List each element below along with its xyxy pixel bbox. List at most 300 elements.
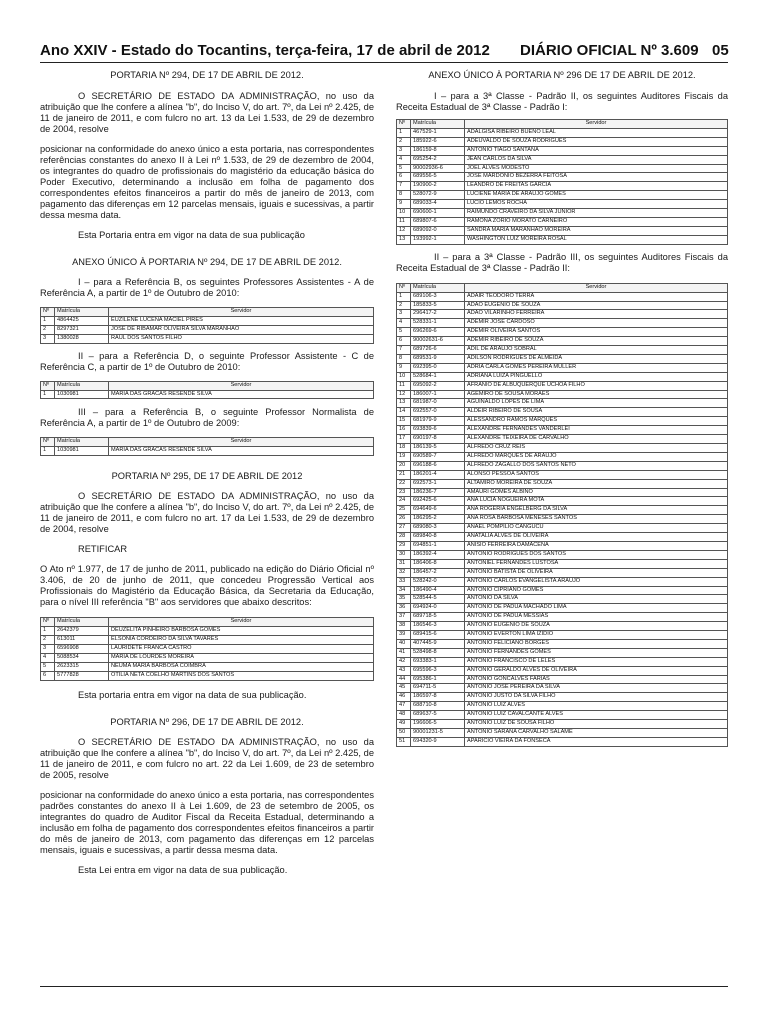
- table-row: [397, 702, 728, 711]
- header-journal: DIÁRIO OFICIAL Nº 3.609: [520, 42, 699, 59]
- row-matricula: 690197-8: [411, 435, 465, 444]
- table-row: [397, 363, 728, 372]
- row-number: 47: [397, 702, 411, 711]
- table-row: [397, 648, 728, 657]
- left-column: [40, 66, 374, 876]
- table-row: [397, 372, 728, 381]
- row-number: 9: [397, 363, 411, 372]
- row-servidor: ANTONIO DE PADUA MESSIAS: [465, 613, 728, 622]
- row-servidor: ANA ROGERIA ENGELBERG DA SILVA: [465, 506, 728, 515]
- table-row: [41, 644, 374, 653]
- row-matricula: 695092-2: [411, 381, 465, 390]
- table-row: [397, 675, 728, 684]
- row-number: 40: [397, 639, 411, 648]
- row-matricula: 467529-1: [411, 128, 465, 137]
- table-row: [397, 524, 728, 533]
- row-number: 10: [397, 372, 411, 381]
- row-servidor: ALESSANDRO RAMOS MARQUES: [465, 417, 728, 426]
- row-servidor: ANTONIEL FERNANDES LUSTOSA: [465, 559, 728, 568]
- row-matricula: 186546-3: [411, 622, 465, 631]
- row-matricula: 695386-1: [411, 675, 465, 684]
- row-servidor: ANATALIA ALVES DE OLIVEIRA: [465, 533, 728, 542]
- row-number: 2: [41, 636, 55, 645]
- column-header-num: Nº: [41, 308, 55, 317]
- column-header-srv: Servidor: [109, 381, 374, 390]
- row-matricula: 1030981: [55, 447, 109, 456]
- row-matricula: 407445-9: [411, 639, 465, 648]
- table-row: [41, 390, 374, 399]
- row-servidor: AGEMIRO DE SOUSA MORAES: [465, 390, 728, 399]
- row-matricula: 690589-7: [411, 452, 465, 461]
- row-number: 3: [397, 310, 411, 319]
- row-number: 14: [397, 408, 411, 417]
- column-header-srv: Servidor: [109, 618, 374, 627]
- row-number: 23: [397, 488, 411, 497]
- table-row: [41, 627, 374, 636]
- row-number: 32: [397, 568, 411, 577]
- row-number: 2: [41, 325, 55, 334]
- row-number: 20: [397, 461, 411, 470]
- row-matricula: 695596-3: [411, 666, 465, 675]
- table-row: [397, 435, 728, 444]
- table-row: [397, 390, 728, 399]
- row-matricula: 8297321: [55, 325, 109, 334]
- row-matricula: 193992-1: [411, 235, 465, 244]
- table-row: [397, 310, 728, 319]
- row-matricula: 186597-8: [411, 693, 465, 702]
- row-matricula: 688710-8: [411, 702, 465, 711]
- row-servidor: ALEXANDRE TEIXEIRA DE CARVALHO: [465, 435, 728, 444]
- table-row: [397, 381, 728, 390]
- table-row: [397, 684, 728, 693]
- header-rule: [40, 62, 728, 63]
- row-servidor: ADAO EUGENIO DE SOUZA: [465, 301, 728, 310]
- header-edition: Ano XXIV - Estado do Tocantins, terça-feira, 17 de abril de 2012: [40, 42, 490, 59]
- table-row: [397, 470, 728, 479]
- row-matricula: 528544-5: [411, 595, 465, 604]
- row-matricula: 186457-2: [411, 568, 465, 577]
- row-number: 21: [397, 470, 411, 479]
- row-servidor: AGUINALDO LOPES DE LIMA: [465, 399, 728, 408]
- table-anexo-294-iii: [40, 437, 374, 456]
- row-servidor: ANTONIO LUIZ CAVALCANTE ALVES: [465, 711, 728, 720]
- table-row: [397, 128, 728, 137]
- table-row: [397, 711, 728, 720]
- row-number: 19: [397, 452, 411, 461]
- row-servidor: ADEMIR RIBEIRO DE SOUZA: [465, 337, 728, 346]
- table-row: [41, 653, 374, 662]
- row-number: 50: [397, 729, 411, 738]
- table-anexo-296-i: [396, 119, 728, 245]
- table-row: [397, 452, 728, 461]
- row-servidor: ANTONIO RODRIGUES DOS SANTOS: [465, 550, 728, 559]
- column-header-num: Nº: [41, 438, 55, 447]
- row-servidor: ANISIO FERREIRA DAMACENA: [465, 541, 728, 550]
- row-servidor: ANTONIO BATISTA DE OLIVEIRA: [465, 568, 728, 577]
- row-matricula: 186392-4: [411, 550, 465, 559]
- row-matricula: 186159-8: [411, 146, 465, 155]
- row-number: 11: [397, 381, 411, 390]
- row-servidor: NEUMA MARIA BARBOSA COIMBRA: [109, 662, 374, 671]
- table-row: [397, 408, 728, 417]
- row-matricula: 528242-0: [411, 577, 465, 586]
- portaria-294-vigor: Esta Portaria entra em vigor na data de sua publicação: [78, 230, 305, 240]
- row-servidor: ANA ROSA BARBOSA MENESES SANTOS: [465, 515, 728, 524]
- row-number: 22: [397, 479, 411, 488]
- anexo-294-item-ii: II – para a Referência D, o seguinte Professor Assistente - C de Referência C, a partir de 1º de Outubro de 2010:: [40, 350, 374, 372]
- table-row: [397, 155, 728, 164]
- row-matricula: 690600-1: [411, 209, 465, 218]
- table-row: [397, 595, 728, 604]
- row-number: 6: [397, 337, 411, 346]
- row-matricula: 681987-0: [411, 399, 465, 408]
- row-servidor: ALEXANDRE FERNANDES VANDERLEI: [465, 426, 728, 435]
- table-row: [397, 666, 728, 675]
- row-number: 4: [397, 319, 411, 328]
- row-servidor: ANTONIO CARLOS EVANGELISTA ARAUJO: [465, 577, 728, 586]
- row-number: 45: [397, 684, 411, 693]
- row-number: 37: [397, 613, 411, 622]
- row-servidor: ADRIA CARLA GOMES PEREIRA MULLER: [465, 363, 728, 372]
- row-servidor: ADEMIR JOSE CARDOSO: [465, 319, 728, 328]
- row-matricula: 693383-1: [411, 657, 465, 666]
- table-row: [397, 639, 728, 648]
- row-servidor: ALFREDO MARQUES DE ARAUJO: [465, 452, 728, 461]
- table-row: [397, 146, 728, 155]
- row-number: 13: [397, 235, 411, 244]
- table-row: [397, 577, 728, 586]
- row-number: 8: [397, 191, 411, 200]
- row-matricula: 692395-0: [411, 363, 465, 372]
- row-servidor: MARIA DAS GRACAS RESENDE SILVA: [109, 390, 374, 399]
- row-servidor: ADIL DE ARAUJO SOBRAL: [465, 346, 728, 355]
- column-header-srv: Servidor: [109, 308, 374, 317]
- row-number: 16: [397, 426, 411, 435]
- portaria-295-intro: O SECRETÁRIO DE ESTADO DA ADMINISTRAÇÃO, no uso da atribuição que lhe confere a alínea "b", do Inciso V, do art. 7º, da Lei nº 2.425, de 11 de janeiro de 2011, e com fulcro no art. 17 da Lei 1.533, de 29 de dezembro de 2004, resolve: [40, 491, 374, 535]
- table-anexo-296-ii: [396, 283, 728, 747]
- row-servidor: APARICIO VIEIRA DA FONSECA: [465, 737, 728, 746]
- row-servidor: JOEL ALVES MODESTO: [465, 164, 728, 173]
- row-matricula: 694320-9: [411, 737, 465, 746]
- table-header-row: [41, 438, 374, 447]
- row-servidor: JOSE MARDONIO BEZERRA FEITOSA: [465, 173, 728, 182]
- row-servidor: RAUL DOS SANTOS FILHO: [109, 334, 374, 343]
- table-row: [397, 693, 728, 702]
- table-row: [397, 604, 728, 613]
- row-number: 12: [397, 226, 411, 235]
- table-row: [397, 444, 728, 453]
- row-matricula: 694851-1: [411, 541, 465, 550]
- row-number: 30: [397, 550, 411, 559]
- table-row: [397, 622, 728, 631]
- table-anexo-294-i: [40, 307, 374, 344]
- row-servidor: ADALGISA RIBEIRO BUENO LEAL: [465, 128, 728, 137]
- row-matricula: 186295-2: [411, 515, 465, 524]
- table-row: [41, 636, 374, 645]
- table-row: [397, 209, 728, 218]
- row-number: 44: [397, 675, 411, 684]
- row-matricula: 1380028: [55, 334, 109, 343]
- table-row: [397, 657, 728, 666]
- row-servidor: ANTONIO TIAGO SANTANA: [465, 146, 728, 155]
- row-servidor: ADEUVALDO DE SOUZA RODRIGUES: [465, 137, 728, 146]
- row-number: 49: [397, 720, 411, 729]
- row-servidor: AFRANIO DE ALBUQUERQUE UCHOA FILHO: [465, 381, 728, 390]
- table-row: [397, 328, 728, 337]
- row-matricula: 689637-5: [411, 711, 465, 720]
- table-row: [397, 515, 728, 524]
- row-number: 8: [397, 354, 411, 363]
- row-servidor: ANTONIO FELICIANO BORGES: [465, 639, 728, 648]
- table-row: [397, 533, 728, 542]
- column-header-srv: Servidor: [465, 283, 728, 292]
- row-servidor: ANTONIO GONCALVES FARIAS: [465, 675, 728, 684]
- row-servidor: LUCIENE MARIA DE ARAUJO GOMES: [465, 191, 728, 200]
- row-servidor: LEANDRO DE FREITAS GARCIA: [465, 182, 728, 191]
- row-servidor: ANTONIO JOSE PEREIRA DA SILVA: [465, 684, 728, 693]
- row-matricula: 681979-9: [411, 417, 465, 426]
- row-servidor: ANA LUCIA NOGUEIRA MOTA: [465, 497, 728, 506]
- table-row: [397, 479, 728, 488]
- row-matricula: 692573-1: [411, 479, 465, 488]
- row-number: 36: [397, 604, 411, 613]
- table-row: [397, 488, 728, 497]
- row-servidor: ANAEL POMPILIO CANGUCU: [465, 524, 728, 533]
- table-header-row: [41, 308, 374, 317]
- row-matricula: 692425-6: [411, 497, 465, 506]
- row-number: 41: [397, 648, 411, 657]
- row-matricula: 528684-1: [411, 372, 465, 381]
- row-matricula: 196606-5: [411, 720, 465, 729]
- table-row: [41, 447, 374, 456]
- row-servidor: ALTAMIRO MOREIRA DE SOUZA: [465, 479, 728, 488]
- row-matricula: 689415-6: [411, 631, 465, 640]
- row-servidor: RAIMUNDO CRAVEIRO DA SILVA JUNIOR: [465, 209, 728, 218]
- row-matricula: 90002631-6: [411, 337, 465, 346]
- row-matricula: 90001231-5: [411, 729, 465, 738]
- row-servidor: ALDEIR RIBEIRO DE SOUSA: [465, 408, 728, 417]
- column-header-srv: Servidor: [465, 120, 728, 129]
- footer-rule: [40, 986, 728, 987]
- row-matricula: 186236-7: [411, 488, 465, 497]
- row-number: 35: [397, 595, 411, 604]
- row-matricula: 186201-4: [411, 470, 465, 479]
- table-row: [397, 164, 728, 173]
- column-header-num: Nº: [397, 120, 411, 129]
- portaria-296-title: PORTARIA Nº 296, DE 17 DE ABRIL DE 2012.: [110, 716, 304, 727]
- row-number: 18: [397, 444, 411, 453]
- table-row: [41, 325, 374, 334]
- row-number: 33: [397, 577, 411, 586]
- column-header-srv: Servidor: [109, 438, 374, 447]
- row-servidor: ELSONIA CORDEIRO DA SILVA TAVARES: [109, 636, 374, 645]
- row-servidor: ALFREDO ZAGALLO DOS SANTOS NETO: [465, 461, 728, 470]
- column-header-mat: Matrícula: [411, 283, 465, 292]
- row-number: 48: [397, 711, 411, 720]
- table-row: [397, 399, 728, 408]
- portaria-295-vigor: Esta portaria entra em vigor na data de sua publicação.: [78, 689, 307, 700]
- right-column: [396, 66, 728, 747]
- row-number: 11: [397, 217, 411, 226]
- row-matricula: 528072-9: [411, 191, 465, 200]
- table-row: [41, 334, 374, 343]
- table-row: [397, 226, 728, 235]
- table-row: [397, 541, 728, 550]
- row-number: 34: [397, 586, 411, 595]
- table-row: [397, 720, 728, 729]
- table-row: [41, 671, 374, 680]
- row-number: 4: [41, 653, 55, 662]
- portaria-296-intro: O SECRETÁRIO DE ESTADO DA ADMINISTRAÇÃO, no uso da atribuição que lhe confere a alínea "b", do Inciso V, do art. 7º, da Lei nº 2.425, de 11 de janeiro de 2011, e com fulcro no art. 22 da Lei 1.609, de 23 de setembro de 2005, resolve: [40, 736, 374, 780]
- row-servidor: JEAN CARLOS DA SILVA: [465, 155, 728, 164]
- table-row: [397, 613, 728, 622]
- row-number: 43: [397, 666, 411, 675]
- table-row: [397, 426, 728, 435]
- row-matricula: 5777828: [55, 671, 109, 680]
- row-matricula: 613011: [55, 636, 109, 645]
- row-matricula: 186007-1: [411, 390, 465, 399]
- row-number: 7: [397, 346, 411, 355]
- table-row: [397, 292, 728, 301]
- table-row: [41, 316, 374, 325]
- row-matricula: 693839-6: [411, 426, 465, 435]
- row-servidor: ANTONIO SARANA CARVALHO SALAME: [465, 729, 728, 738]
- row-matricula: 689718-5: [411, 613, 465, 622]
- column-header-num: Nº: [397, 283, 411, 292]
- table-row: [397, 337, 728, 346]
- table-row: [397, 550, 728, 559]
- row-number: 51: [397, 737, 411, 746]
- row-number: 38: [397, 622, 411, 631]
- row-servidor: AMAURI GOMES ALBINO: [465, 488, 728, 497]
- page-number: 05: [712, 42, 729, 59]
- row-servidor: ANTONIO CIPRIANO GOMES: [465, 586, 728, 595]
- row-number: 10: [397, 209, 411, 218]
- table-row: [397, 461, 728, 470]
- row-number: 3: [41, 334, 55, 343]
- table-row: [397, 173, 728, 182]
- row-matricula: 689080-3: [411, 524, 465, 533]
- table-row: [397, 354, 728, 363]
- row-number: 27: [397, 524, 411, 533]
- row-matricula: 6596908: [55, 644, 109, 653]
- row-number: 3: [41, 644, 55, 653]
- table-row: [397, 586, 728, 595]
- portaria-295-title: PORTARIA Nº 295, DE 17 DE ABRIL DE 2012: [111, 471, 303, 482]
- row-matricula: 296417-2: [411, 310, 465, 319]
- row-matricula: 694649-6: [411, 506, 465, 515]
- row-number: 1: [397, 292, 411, 301]
- table-row: [397, 559, 728, 568]
- row-servidor: LAURIDETE FRANCA CASTRO: [109, 644, 374, 653]
- row-number: 1: [41, 316, 55, 325]
- row-matricula: 696269-6: [411, 328, 465, 337]
- row-matricula: 90002936-6: [411, 164, 465, 173]
- row-matricula: 2642379: [55, 627, 109, 636]
- row-servidor: ANTONIO FRANCISCO DE LELES: [465, 657, 728, 666]
- row-number: 26: [397, 515, 411, 524]
- row-servidor: ANTONIO DA SILVA: [465, 595, 728, 604]
- row-matricula: 689033-4: [411, 200, 465, 209]
- table-row: [397, 729, 728, 738]
- row-number: 5: [397, 164, 411, 173]
- row-number: 31: [397, 559, 411, 568]
- row-matricula: 689531-9: [411, 354, 465, 363]
- row-number: 5: [397, 328, 411, 337]
- table-row: [397, 191, 728, 200]
- row-servidor: MARIA DE LOURDES MOREIRA: [109, 653, 374, 662]
- table-header-row: [397, 120, 728, 129]
- row-matricula: 694924-0: [411, 604, 465, 613]
- table-row: [397, 301, 728, 310]
- row-matricula: 185833-5: [411, 301, 465, 310]
- table-row: [397, 235, 728, 244]
- table-row: [397, 346, 728, 355]
- row-number: 46: [397, 693, 411, 702]
- row-servidor: ADILSON RODRIGUES DE ALMEIDA: [465, 354, 728, 363]
- row-matricula: 5088534: [55, 653, 109, 662]
- table-header-row: [41, 381, 374, 390]
- row-number: 1: [397, 128, 411, 137]
- column-header-mat: Matrícula: [411, 120, 465, 129]
- column-header-mat: Matrícula: [55, 381, 109, 390]
- anexo-296-item-ii: II – para a 3ª Classe - Padrão III, os seguintes Auditores Fiscais da Receita Estadual de 3ª Classe - Padrão II:: [396, 251, 728, 273]
- anexo-294-item-i: I – para a Referência B, os seguintes Professores Assistentes - A de Referência A, a partir de 1º de Outubro de 2010:: [40, 277, 374, 298]
- portaria-295-body: O Ato nº 1.977, de 17 de junho de 2011, publicado na edição do Diário Oficial nº 3.406, de 20 de junho de 2011, que concedeu Progressão Vertical aos Profissionais do Magistério da Educação Básica, da Secretaria da Educação, para o nível III referência "B" aos servidores que abaixo descritos:: [40, 564, 374, 608]
- row-matricula: 692557-0: [411, 408, 465, 417]
- portaria-295-retificar: RETIFICAR: [78, 544, 128, 555]
- row-matricula: 186406-8: [411, 559, 465, 568]
- row-servidor: OTILIA NETA COELHO MARTINS DOS SANTOS: [109, 671, 374, 680]
- table-header-row: [41, 618, 374, 627]
- column-header-num: Nº: [41, 618, 55, 627]
- row-matricula: 190900-2: [411, 182, 465, 191]
- row-number: 12: [397, 390, 411, 399]
- row-number: 1: [41, 390, 55, 399]
- table-header-row: [397, 283, 728, 292]
- table-row: [397, 497, 728, 506]
- table-row: [397, 506, 728, 515]
- table-row: [397, 737, 728, 746]
- row-matricula: 4864425: [55, 316, 109, 325]
- row-servidor: WASHINGTON LUIZ MOREIRA ROSAL: [465, 235, 728, 244]
- row-servidor: MARIA DAS GRACAS RESENDE SILVA: [109, 447, 374, 456]
- row-matricula: 689092-0: [411, 226, 465, 235]
- row-servidor: ANTONIO EUGENIO DE SOUZA: [465, 622, 728, 631]
- table-portaria-295: [40, 617, 374, 680]
- table-row: [397, 217, 728, 226]
- portaria-294-intro: O SECRETÁRIO DE ESTADO DA ADMINISTRAÇÃO, no uso da atribuição que lhe confere a alínea "b", do Inciso V, do art. 7º, da Lei nº 2.425, de 11 de janeiro de 2011, e com fulcro no art. 13 da Lei 1.533, de 29 de dezembro de 2004, resolve: [40, 91, 374, 134]
- anexo-294-title: ANEXO ÚNICO À PORTARIA Nº 294, DE 17 DE ABRIL DE 2012.: [72, 257, 342, 267]
- portaria-294-body: posicionar na conformidade do anexo único a esta portaria, nas correspondentes referências constantes do anexo II à Lei nº 1.533, de 29 de dezembro de 2004, os integrantes do quadro de profissionais do magistério da educação básica do Poder Executivo, determinando a inclusão em folha de pagamento dos correspondentes efeitos financeiros a partir do mês de janeiro de 2013, com pagamento das diferenças em 12 parcelas mensais, iguais e sucessivas, a partir dessa mesma data.: [40, 144, 374, 220]
- row-servidor: ANTONIO JUSTO DA SILVA FILHO: [465, 693, 728, 702]
- row-number: 2: [397, 301, 411, 310]
- portaria-294-title: PORTARIA Nº 294, DE 17 DE ABRIL DE 2012.: [110, 70, 304, 80]
- table-row: [397, 182, 728, 191]
- table-row: [397, 631, 728, 640]
- row-number: 42: [397, 657, 411, 666]
- row-servidor: LUCIO LEMOS ROCHA: [465, 200, 728, 209]
- row-number: 29: [397, 541, 411, 550]
- row-servidor: ANTONIO GERALDO ALVES DE OLIVEIRA: [465, 666, 728, 675]
- row-number: 3: [397, 146, 411, 155]
- row-number: 2: [397, 137, 411, 146]
- row-servidor: ANTONIO FERNANDES GOMES: [465, 648, 728, 657]
- table-anexo-294-ii: [40, 381, 374, 400]
- row-number: 24: [397, 497, 411, 506]
- row-number: 5: [41, 662, 55, 671]
- row-matricula: 528331-1: [411, 319, 465, 328]
